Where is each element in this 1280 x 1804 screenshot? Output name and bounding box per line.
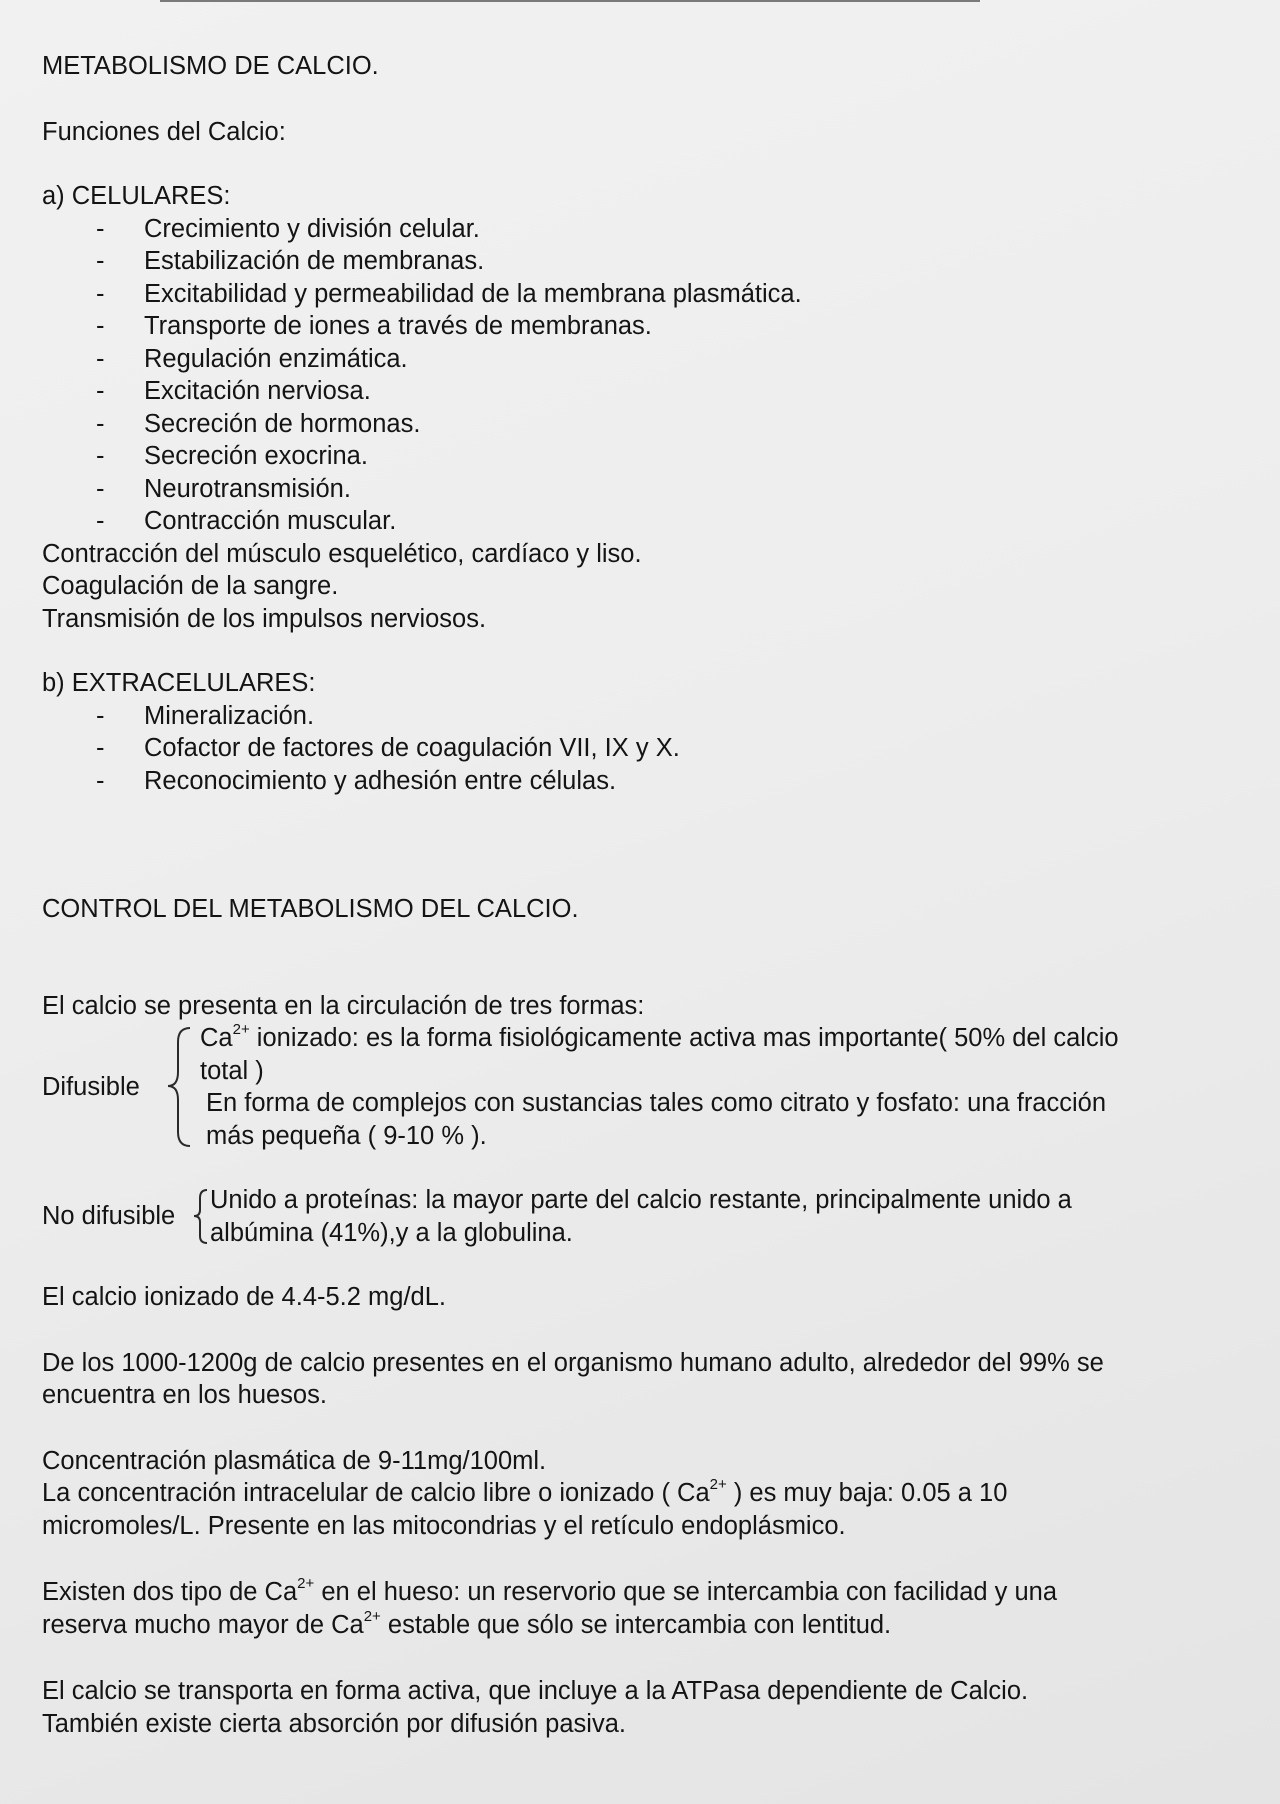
dash-bullet: - (96, 344, 105, 373)
left-brace-icon (164, 1022, 200, 1152)
hueso-line: Existen dos tipo de $Ca^{2+}$ en el hueso: un reservorio que se intercambia con facilidad y una (42, 1575, 1058, 1606)
no-difusible-line: Unido a proteínas: la mayor parte del calcio restante, principalmente unido a (210, 1186, 1072, 1214)
dash-bullet: - (96, 507, 105, 535)
list-item: - Mineralización. (42, 700, 1250, 733)
no-difusible-label: No difusible (42, 1202, 176, 1231)
list-item: - Reconocimiento y adhesión entre células. (42, 765, 1250, 798)
list-item: - Cofactor de factores de coagulación VII, IX y X. (42, 732, 1250, 765)
list-item: - Secreción exocrina. (42, 440, 1250, 473)
no-difusible-items (210, 1184, 1250, 1249)
celulares-extra-line: Coagulación de la sangre. (42, 572, 339, 600)
difusible-group (42, 1022, 1250, 1152)
plasmatica-line: Concentración plasmática de 9-11mg/100ml. (42, 1446, 547, 1475)
left-brace-icon (192, 1184, 210, 1249)
difusible-item-ionized: $Ca^{2+}$ ionizado: es la forma fisiológicamente activa mas importante( 50% del calcio (200, 1021, 1119, 1052)
page-top-edge (160, 0, 980, 2)
document-title: METABOLISMO DE CALCIO. (42, 52, 379, 80)
difusible-item-ionized-cont: total ) (200, 1056, 264, 1085)
difusible-item-complejos-cont: más pequeña ( 9-10 % ). (206, 1121, 487, 1150)
list-item: - Crecimiento y división celular. (42, 213, 1250, 246)
intracelular-line-cont: micromoles/L. Presente en las mitocondrias y el retículo endoplásmico. (42, 1511, 846, 1540)
list-item: - Neurotransmisión. (42, 473, 1250, 506)
extracelulares-list (42, 700, 1250, 798)
ionizado-line: El calcio ionizado de 4.4-5.2 mg/dL. (42, 1283, 446, 1311)
list-item: - Excitabilidad y permeabilidad de la membrana plasmática. (42, 278, 1250, 311)
difusible-item-complejos: En forma de complejos con sustancias tales como citrato y fosfato: una fracción (206, 1089, 1107, 1117)
extracelulares-heading: b) EXTRACELULARES: (42, 669, 316, 697)
dash-bullet: - (96, 474, 105, 503)
control-heading: CONTROL DEL METABOLISMO DEL CALCIO. (42, 895, 579, 923)
control-intro: El calcio se presenta en la circulación de tres formas: (42, 991, 645, 1020)
organismo-line-cont: encuentra en los huesos. (42, 1381, 327, 1409)
celulares-extra-line: Contracción del músculo esquelético, cardíaco y liso. (42, 539, 642, 568)
difusible-label: Difusible (42, 1072, 140, 1101)
dash-bullet: - (96, 247, 105, 275)
no-difusible-group (42, 1184, 1250, 1249)
dash-bullet: - (96, 377, 105, 405)
dash-bullet: - (96, 734, 105, 762)
hueso-line-cont: reserva mucho mayor de $Ca^{2+}$ estable que sólo se intercambia con lentitud. (42, 1607, 892, 1639)
dash-bullet: - (96, 409, 105, 438)
celulares-extra-line: Transmisión de los impulsos nerviosos. (42, 604, 487, 633)
intracelular-line: La concentración intracelular de calcio libre o ionizado ( $Ca^{2+}$ ) es muy baja: 0.05 a 10 (42, 1476, 1008, 1507)
dash-bullet: - (96, 312, 105, 340)
celulares-list (42, 213, 1250, 538)
dash-bullet: - (96, 279, 105, 308)
no-difusible-line: albúmina (41%),y a la globulina. (210, 1218, 573, 1247)
celulares-heading: a) CELULARES: (42, 182, 231, 210)
difusible-items (200, 1022, 1250, 1152)
list-item: - Contracción muscular. (42, 505, 1250, 538)
funciones-heading: Funciones del Calcio: (42, 117, 286, 146)
organismo-line: De los 1000-1200g de calcio presentes en el organismo humano adulto, alrededor del 99% se (42, 1348, 1104, 1377)
dash-bullet: - (96, 442, 105, 470)
dash-bullet: - (96, 766, 105, 795)
list-item: - Secreción de hormonas. (42, 408, 1250, 441)
list-item: - Transporte de iones a través de membranas. (42, 310, 1250, 343)
dash-bullet: - (96, 701, 105, 730)
list-item: - Excitación nerviosa. (42, 375, 1250, 408)
transporte-line-cont: También existe cierta absorción por difusión pasiva. (42, 1709, 626, 1738)
list-item: - Estabilización de membranas. (42, 245, 1250, 278)
transporte-line: El calcio se transporta en forma activa, que incluye a la ATPasa dependiente de Calcio. (42, 1677, 1029, 1705)
dash-bullet: - (96, 214, 105, 243)
list-item: - Regulación enzimática. (42, 343, 1250, 376)
